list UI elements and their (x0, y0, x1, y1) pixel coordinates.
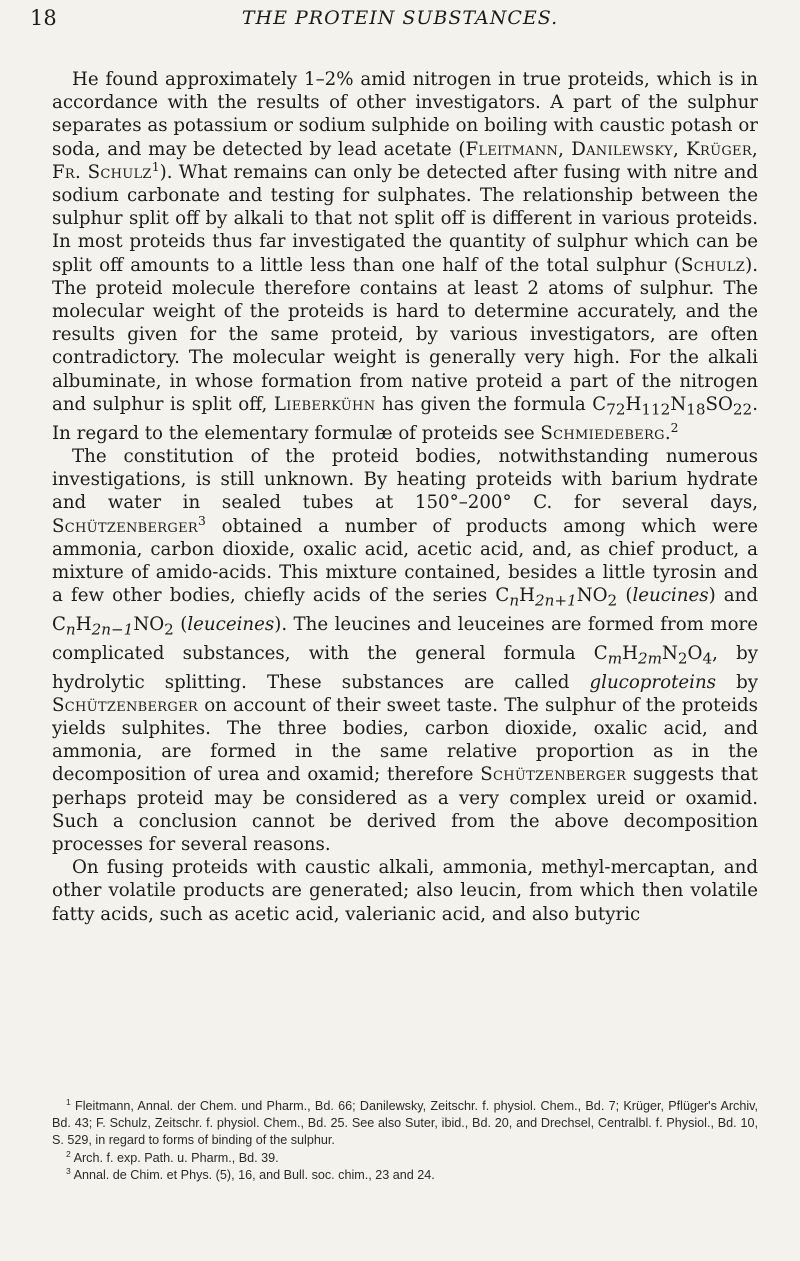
text-run: leuceines (187, 613, 275, 635)
subscript: 22 (732, 400, 753, 419)
footnote-3 (52, 1167, 758, 1184)
text-run: NO (133, 613, 165, 635)
text-run: on account of their sweet taste. The sulphur of the proteids yields sulphites. The three bodies, carbon dioxide, oxalic acid, and ammonia, are formed in the same relative proportion as in the decomposition of urea and oxamid; therefore (52, 694, 758, 786)
text-run: SO (705, 393, 733, 415)
text-run: ( (617, 585, 633, 607)
footnote-mark: 3 (66, 1165, 71, 1176)
text-run: ) and C (52, 585, 758, 635)
text-run: N (661, 642, 678, 664)
footnote-1 (52, 1098, 758, 1150)
body-text (52, 68, 758, 926)
subscript: 2n+1 (534, 591, 577, 610)
text-run: , by hydrolytic splitting. These substances are called (52, 642, 758, 693)
paragraph-3 (52, 856, 758, 926)
paragraph-2 (52, 445, 758, 856)
text-run: NO (576, 585, 608, 607)
text-run: Lieberkühn (273, 393, 376, 415)
text-run: H (625, 393, 642, 415)
text-run: N (670, 393, 687, 415)
text-run: Schützenberger (480, 764, 627, 786)
subscript: 112 (641, 400, 671, 419)
text-run: Schützenberger (52, 694, 198, 716)
text-run: glucoproteins (589, 671, 717, 693)
footnote-text: Fleitmann, Annal. der Chem. und Pharm., Bd. 66; Danilewsky, Zeitschr. f. physiol. Chem., Bd. 7; Krüger, Pflüger's Archiv, Bd. 43; F. Schulz, Zeitschr. f. physiol. Chem., Bd. 25. See also Suter, ibid., Bd. 20, and Drechsel, Centralbl. f. Physiol., Bd. 10, S. 529, in regard to forms of binding of the sulphur. (52, 1099, 758, 1148)
footnote-ref: 3 (197, 513, 206, 528)
text-run: ( (173, 613, 188, 635)
text-run: Schulz (680, 254, 746, 276)
text-run: H (519, 585, 535, 607)
page-number: 18 (30, 6, 57, 30)
footnotes (52, 1098, 758, 1184)
subscript: 18 (686, 400, 706, 419)
footnote-mark: 1 (66, 1096, 71, 1107)
text-run: On fusing proteids with caustic alkali, ammonia, methyl-mercaptan, and other volatile products are generated; also leucin, from which then volatile fatty acids, such as acetic acid, valerianic acid, and also butyric (52, 857, 758, 925)
subscript: 2m (637, 649, 662, 668)
text-run: H (622, 642, 638, 664)
text-run: suggests that perhaps proteid may be considered as a very complex ureid or oxamid. Such a conclusion cannot be derived from the above decomposition processes for several reasons. (52, 764, 758, 856)
text-run: H (75, 613, 92, 635)
subscript: 2 (607, 591, 618, 610)
subscript: n (65, 620, 76, 639)
running-title: THE PROTEIN SUBSTANCES. (241, 7, 559, 29)
paragraph-1 (52, 68, 758, 445)
text-run: Schützenberger (52, 515, 198, 537)
text-run: O (687, 642, 703, 664)
text-run: ). What remains can only be detected after fusing with nitre and sodium carbonate and testing for sulphates. The relationship between the sulphur split off by alkali to that not split off is different in various proteids. In most proteids thus far investigated the quantity of sulphur which can be split off amounts to a little less than one half of the total sulphur ( (52, 161, 758, 276)
text-run: has given the formula C (375, 393, 607, 415)
subscript: 72 (606, 400, 626, 419)
text-run: The constitution of the proteid bodies, notwithstanding numerous investigations, is still unknown. By heating proteids with barium hydrate and water in sealed tubes at 150°–200° C. for several days, (52, 445, 758, 514)
text-run: by (716, 671, 758, 693)
text-run: ). The leucines and leuceines are formed from more complicated substances, with the general formula C (52, 613, 758, 664)
text-run: . (664, 422, 671, 444)
subscript: 4 (702, 649, 713, 668)
text-run: Fleitmann, Danilewsky, Krüger, Fr. Schulz (52, 138, 758, 183)
subscript: 2 (164, 620, 174, 639)
text-run: leucines (632, 585, 709, 607)
subscript: 2 (677, 649, 688, 668)
text-run: obtained a number of products among which were ammonia, carbon dioxide, oxalic acid, acetic acid, and, as chief product, a mixture of amido-acids. This mixture contained, besides a little tyrosin and a few other bodies, chiefly acids of the series C (52, 515, 758, 607)
footnote-text: Annal. de Chim. et Phys. (5), 16, and Bull. soc. chim., 23 and 24. (73, 1167, 435, 1182)
subscript: n (509, 591, 520, 610)
text-run: Schmiedeberg (540, 422, 665, 444)
footnote-text: Arch. f. exp. Path. u. Pharm., Bd. 39. (73, 1150, 279, 1165)
footnote-ref: 2 (670, 420, 679, 435)
footnote-ref: 1 (151, 159, 160, 174)
text-run: ). The proteid molecule therefore contains at least 2 atoms of sulphur. The molecular weight of the proteids is hard to determine accurately, and the results given for the same proteid, by various investigators, are often contradictory. The molecular weight is generally very high. For the alkali albuminate, in whose formation from native proteid a part of the nitrogen and sulphur is split off, (52, 254, 758, 415)
page-header (0, 4, 800, 34)
subscript: 2n−1 (91, 620, 134, 639)
footnote-2 (52, 1150, 758, 1167)
text-run: He found approximately 1–2% amid nitrogen in true proteids, which is in accordance with the results of other investigators. A part of the sulphur separates as potassium or sodium sulphide on boiling with caustic potash or soda, and may be detected by lead acetate ( (52, 69, 758, 160)
text-run: . In regard to the elementary formulæ of proteids see (52, 393, 758, 444)
subscript: m (607, 649, 623, 668)
footnote-mark: 2 (66, 1148, 71, 1159)
